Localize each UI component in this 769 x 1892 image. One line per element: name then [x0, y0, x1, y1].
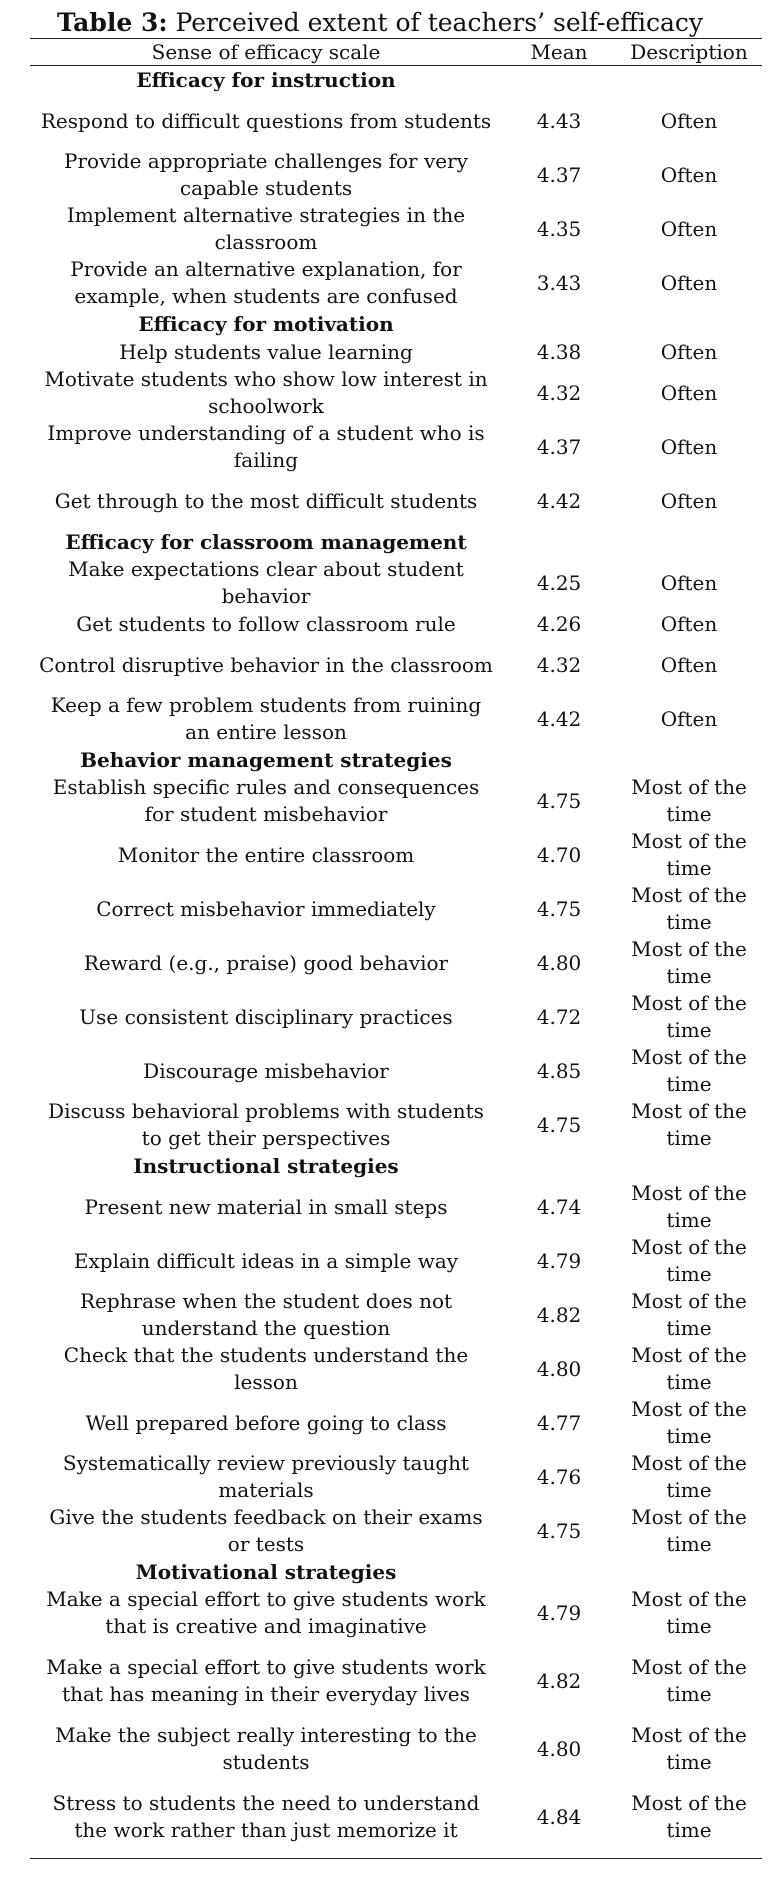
description-cell: Often — [660, 339, 718, 364]
table-row — [30, 148, 762, 202]
table-row — [30, 1234, 762, 1288]
empty-cell — [502, 66, 616, 95]
empty-cell — [616, 310, 762, 338]
mean-cell: 4.80 — [536, 950, 582, 975]
mean-cell: 4.75 — [536, 788, 582, 813]
description-cell: Most of the time — [631, 1397, 747, 1448]
item-cell: Implement alternative strategies in the classroom — [66, 203, 466, 254]
item-cell: Monitor the entire classroom — [117, 842, 415, 867]
mean-cell: 4.42 — [536, 488, 582, 513]
table-row — [30, 474, 762, 528]
section-header-row — [30, 310, 762, 338]
table-row — [30, 256, 762, 310]
item-cell: Make expectations clear about student behavior — [68, 557, 464, 608]
description-cell: Most of the time — [631, 1235, 747, 1286]
item-cell: Respond to difficult questions from students — [40, 108, 492, 133]
empty-cell — [616, 66, 762, 95]
item-cell: Present new material in small steps — [84, 1194, 448, 1219]
mean-cell: 4.82 — [536, 1668, 582, 1693]
description-cell: Most of the time — [631, 1343, 747, 1394]
empty-cell — [616, 1152, 762, 1180]
section-title: Motivational strategies — [135, 1559, 397, 1584]
mean-cell: 4.72 — [536, 1004, 582, 1029]
table-header — [30, 39, 762, 66]
description-cell: Often — [660, 488, 718, 513]
item-cell: Correct misbehavior immediately — [96, 896, 436, 921]
mean-cell: 4.75 — [536, 1518, 582, 1543]
caption-label: Table 3: — [56, 8, 168, 37]
mean-cell: 4.76 — [536, 1464, 582, 1489]
mean-cell: 4.38 — [536, 339, 582, 364]
description-cell: Often — [660, 270, 718, 295]
mean-cell: 4.32 — [536, 652, 582, 677]
efficacy-table — [30, 38, 762, 1859]
mean-cell: 4.37 — [536, 434, 582, 459]
mean-cell: 3.43 — [536, 270, 582, 295]
section-title: Behavior management strategies — [80, 747, 452, 772]
description-cell: Most of the time — [631, 1505, 747, 1556]
description-cell: Often — [660, 434, 718, 459]
mean-cell: 4.80 — [536, 1736, 582, 1761]
mean-cell: 4.79 — [536, 1248, 582, 1273]
empty-cell — [616, 528, 762, 556]
table-row — [30, 1722, 762, 1776]
section-header-row — [30, 528, 762, 556]
table-row — [30, 420, 762, 474]
section-header-row — [30, 66, 762, 95]
item-cell: Check that the students understand the lesson — [63, 1343, 469, 1394]
description-cell: Often — [660, 216, 718, 241]
item-cell: Rephrase when the student does not understand the question — [79, 1289, 453, 1340]
section-title: Instructional strategies — [133, 1153, 399, 1178]
table-row — [30, 936, 762, 990]
item-cell: Make a special effort to give students work that is creative and imaginative — [46, 1587, 486, 1638]
item-cell: Discourage misbehavior — [143, 1058, 389, 1083]
table-row — [30, 1044, 762, 1098]
table-row — [30, 366, 762, 420]
empty-cell — [502, 1558, 616, 1586]
item-cell: Explain difficult ideas in a simple way — [73, 1248, 459, 1273]
description-cell: Often — [660, 108, 718, 133]
mean-cell: 4.75 — [536, 896, 582, 921]
table-row — [30, 1450, 762, 1504]
section-header-row — [30, 1558, 762, 1586]
mean-cell: 4.77 — [536, 1410, 582, 1435]
table-row — [30, 1342, 762, 1396]
mean-cell: 4.82 — [536, 1302, 582, 1327]
section-title: Efficacy for instruction — [136, 67, 396, 92]
item-cell: Give the students feedback on their exams or tests — [49, 1505, 483, 1556]
empty-cell — [616, 746, 762, 774]
table-row — [30, 1098, 762, 1152]
description-cell: Most of the time — [631, 1045, 747, 1096]
section-title: Efficacy for motivation — [138, 311, 394, 336]
item-cell: Systematically review previously taught materials — [62, 1451, 470, 1502]
mean-cell: 4.35 — [536, 216, 582, 241]
description-cell: Often — [660, 570, 718, 595]
description-cell: Most of the time — [631, 1587, 747, 1638]
mean-cell: 4.42 — [536, 706, 582, 731]
mean-cell: 4.37 — [536, 162, 582, 187]
header-row — [30, 39, 762, 66]
empty-cell — [502, 1152, 616, 1180]
description-cell: Most of the time — [631, 883, 747, 934]
description-cell: Often — [660, 611, 718, 636]
mean-cell: 4.25 — [536, 570, 582, 595]
mean-cell: 4.80 — [536, 1356, 582, 1381]
description-cell: Often — [660, 380, 718, 405]
description-cell: Often — [660, 652, 718, 677]
table-row — [30, 882, 762, 936]
item-cell: Improve understanding of a student who is failing — [47, 421, 485, 472]
table-row — [30, 1776, 762, 1859]
item-cell: Stress to students the need to understand the work rather than just memorize it — [52, 1791, 480, 1842]
description-cell: Most of the time — [631, 1099, 747, 1150]
caption-text: Perceived extent of teachers’ self-efficacy — [175, 8, 704, 37]
mean-cell: 4.84 — [536, 1804, 582, 1829]
description-cell: Most of the time — [631, 937, 747, 988]
table-row — [30, 1586, 762, 1640]
item-cell: Help students value learning — [119, 339, 413, 364]
item-cell: Use consistent disciplinary practices — [79, 1004, 453, 1029]
header-mean: Mean — [502, 39, 616, 66]
table-row — [30, 774, 762, 828]
section-title: Efficacy for classroom management — [65, 529, 467, 554]
item-cell: Make a special effort to give students work that has meaning in their everyday lives — [46, 1655, 486, 1706]
item-cell: Get through to the most difficult students — [54, 488, 478, 513]
description-cell: Often — [660, 162, 718, 187]
empty-cell — [502, 528, 616, 556]
item-cell: Reward (e.g., praise) good behavior — [83, 950, 449, 975]
item-cell: Well prepared before going to class — [85, 1410, 447, 1435]
description-cell: Most of the time — [631, 1791, 747, 1842]
mean-cell: 4.75 — [536, 1112, 582, 1137]
table-row — [30, 990, 762, 1044]
description-cell: Most of the time — [631, 1181, 747, 1232]
header-scale: Sense of efficacy scale — [30, 39, 502, 66]
mean-cell: 4.74 — [536, 1194, 582, 1219]
item-cell: Motivate students who show low interest in schoolwork — [44, 367, 488, 418]
table-caption — [0, 8, 760, 38]
description-cell: Often — [660, 706, 718, 731]
table-row — [30, 692, 762, 746]
item-cell: Provide appropriate challenges for very capable students — [64, 149, 468, 200]
empty-cell — [616, 1558, 762, 1586]
table-row — [30, 1396, 762, 1450]
table-row — [30, 338, 762, 366]
item-cell: Make the subject really interesting to the students — [55, 1723, 477, 1774]
table-row — [30, 556, 762, 610]
table-body — [30, 66, 762, 1859]
item-cell: Establish specific rules and consequences for student misbehavior — [52, 775, 480, 826]
table-row — [30, 638, 762, 692]
description-cell: Most of the time — [631, 829, 747, 880]
description-cell: Most of the time — [631, 1451, 747, 1502]
item-cell: Discuss behavioral problems with students to get their perspectives — [48, 1099, 484, 1150]
item-cell: Provide an alternative explanation, for example, when students are confused — [70, 257, 462, 308]
table-row — [30, 1180, 762, 1234]
empty-cell — [502, 746, 616, 774]
description-cell: Most of the time — [631, 1723, 747, 1774]
description-cell: Most of the time — [631, 1655, 747, 1706]
table-row — [30, 202, 762, 256]
mean-cell: 4.26 — [536, 611, 582, 636]
mean-cell: 4.32 — [536, 380, 582, 405]
table-row — [30, 828, 762, 882]
mean-cell: 4.43 — [536, 108, 582, 133]
description-cell: Most of the time — [631, 991, 747, 1042]
item-cell: Control disruptive behavior in the classroom — [39, 652, 493, 677]
table-row — [30, 1640, 762, 1722]
item-cell: Get students to follow classroom rule — [76, 611, 456, 636]
description-cell: Most of the time — [631, 1289, 747, 1340]
item-cell: Keep a few problem students from ruining an entire lesson — [50, 693, 482, 744]
mean-cell: 4.79 — [536, 1600, 582, 1625]
empty-cell — [502, 310, 616, 338]
description-cell: Most of the time — [631, 775, 747, 826]
table-row — [30, 94, 762, 148]
section-header-row — [30, 746, 762, 774]
section-header-row — [30, 1152, 762, 1180]
mean-cell: 4.85 — [536, 1058, 582, 1083]
mean-cell: 4.70 — [536, 842, 582, 867]
table-row — [30, 610, 762, 638]
header-description: Description — [616, 39, 762, 66]
table-row — [30, 1288, 762, 1342]
table-row — [30, 1504, 762, 1558]
